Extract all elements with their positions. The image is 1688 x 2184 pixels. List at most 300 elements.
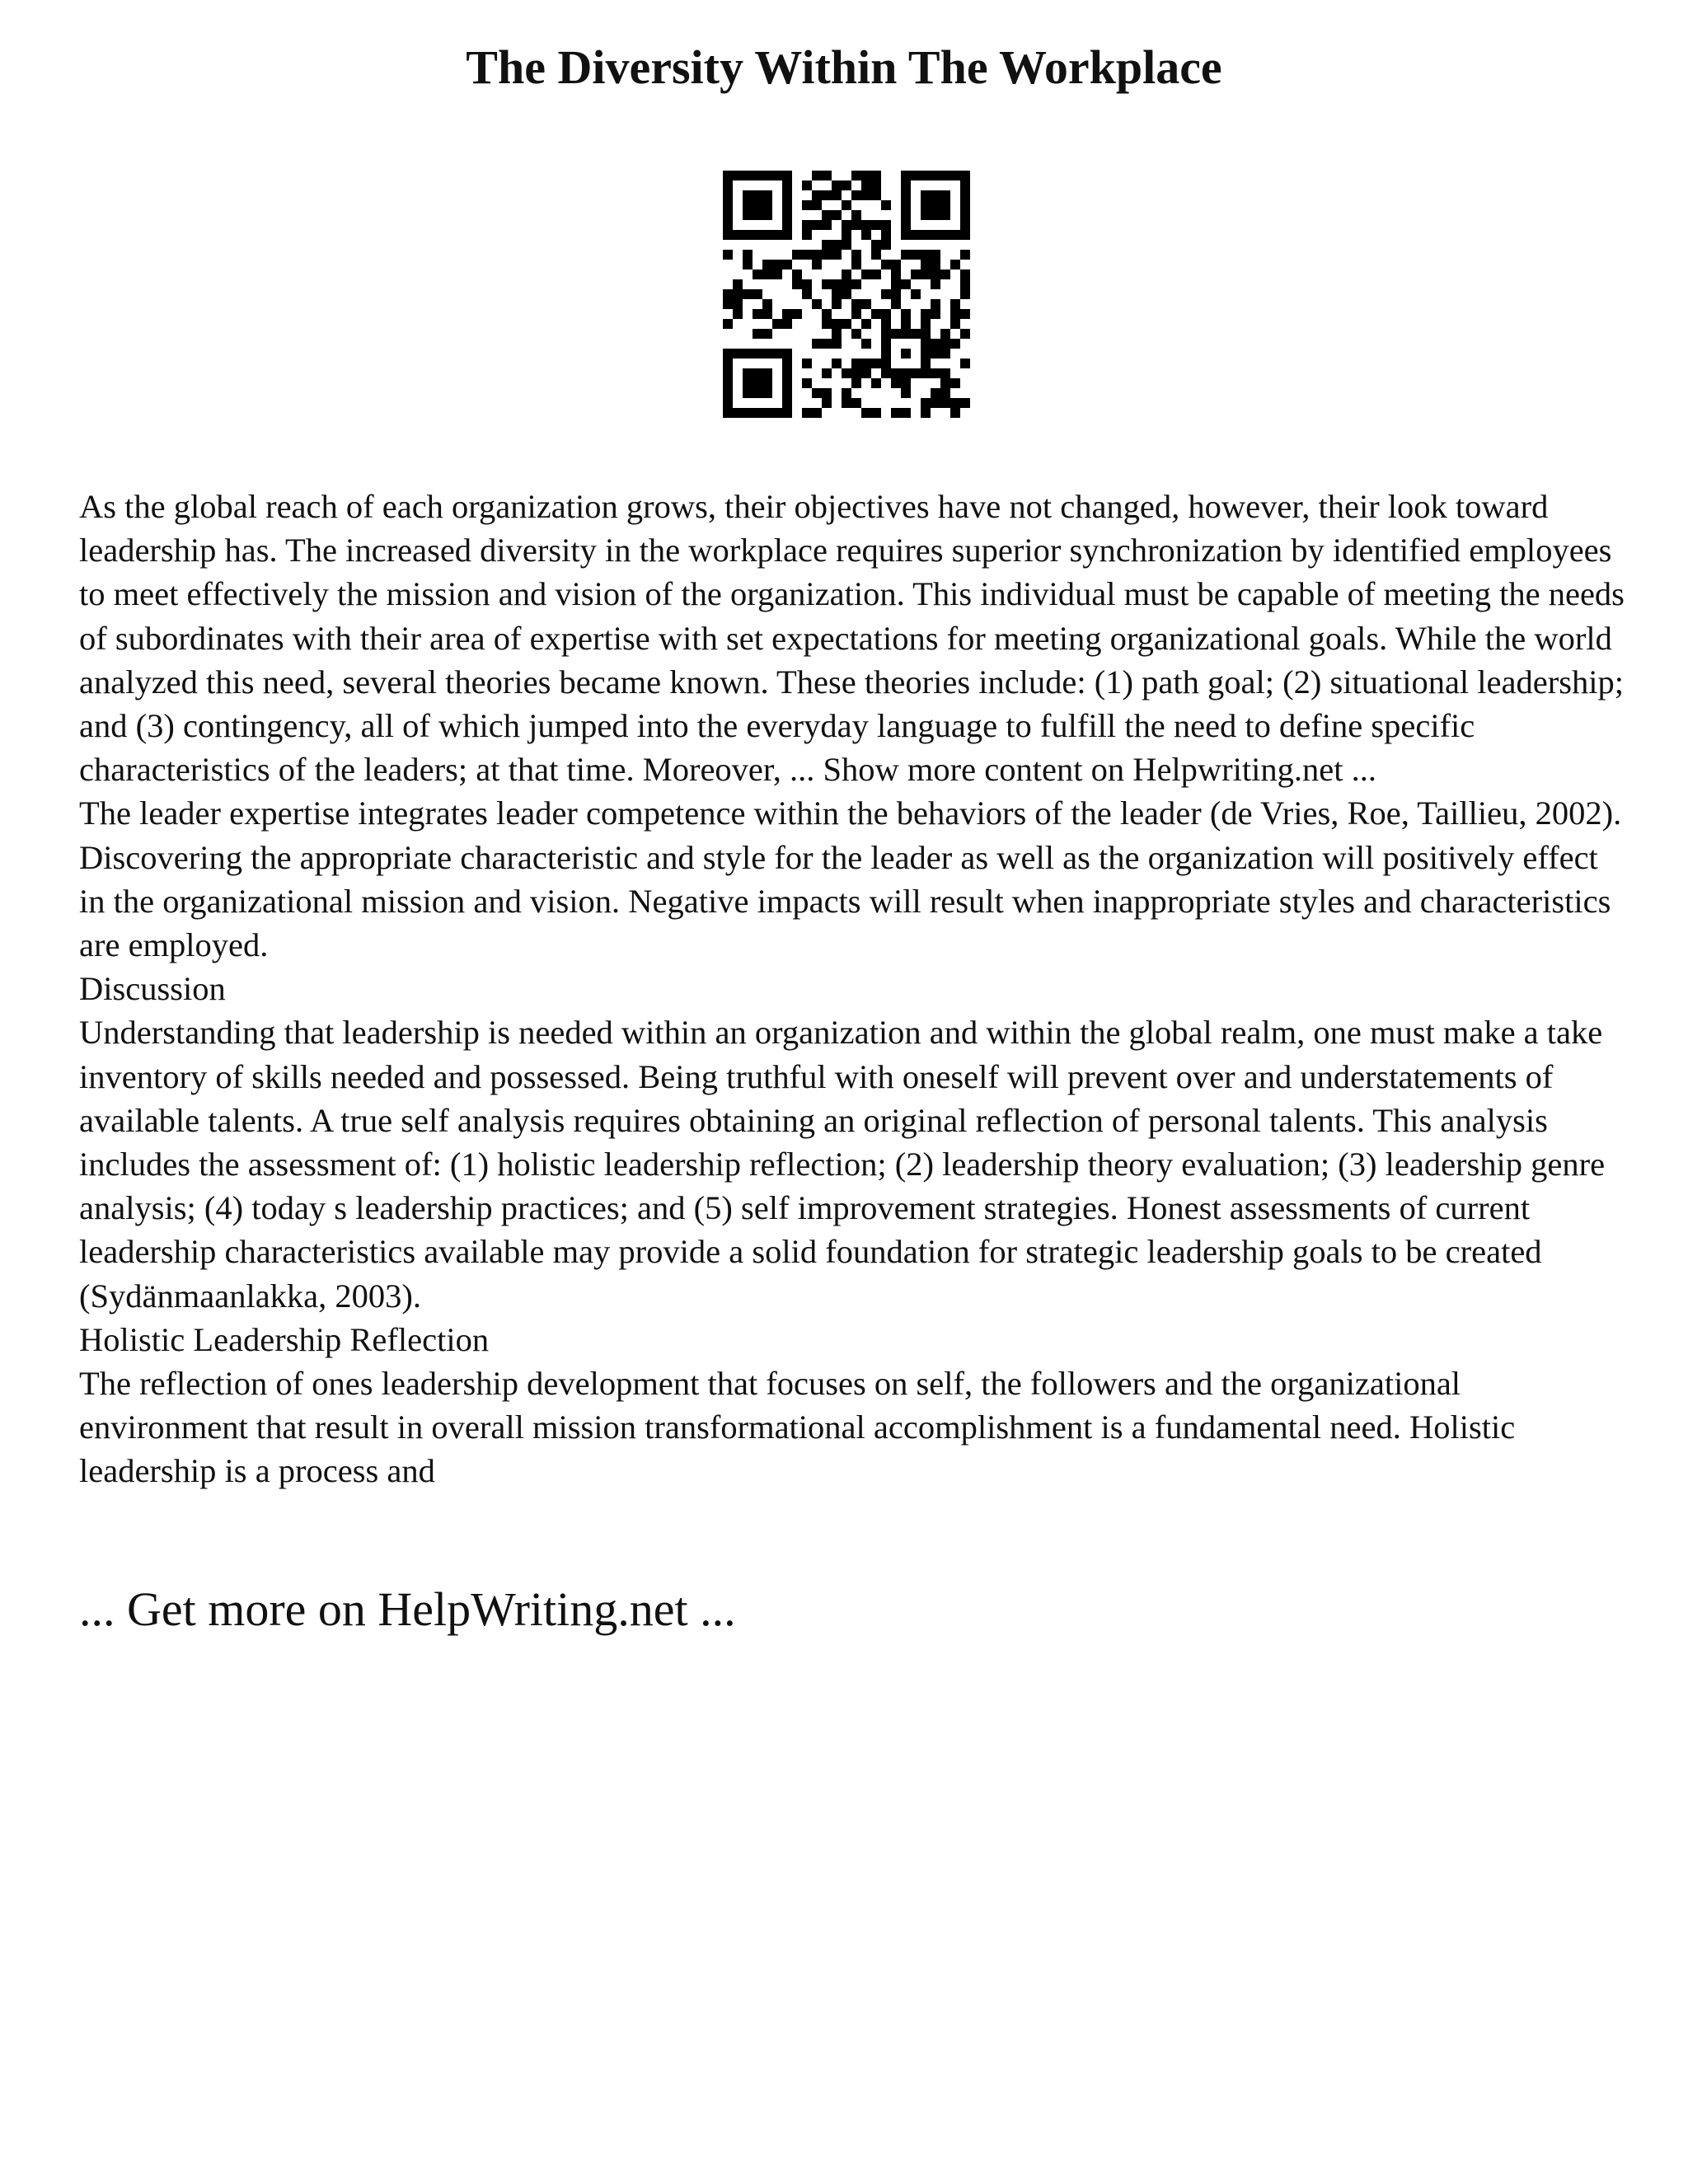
qr-module xyxy=(881,200,891,210)
qr-module xyxy=(743,260,753,269)
qr-module xyxy=(950,378,960,388)
qr-module xyxy=(931,269,940,279)
qr-module xyxy=(851,398,861,408)
qr-module xyxy=(743,408,753,418)
qr-module xyxy=(733,299,743,309)
qr-module xyxy=(762,171,772,180)
qr-module xyxy=(832,279,842,289)
qr-module xyxy=(802,289,812,299)
qr-module xyxy=(733,408,743,418)
qr-module xyxy=(812,200,822,210)
qr-module xyxy=(723,388,733,398)
qr-module xyxy=(901,171,911,180)
qr-module xyxy=(802,279,812,289)
qr-module xyxy=(772,319,782,329)
qr-module xyxy=(733,289,743,299)
qr-module xyxy=(931,388,940,398)
qr-module xyxy=(921,230,931,240)
qr-module xyxy=(832,240,842,250)
qr-module xyxy=(901,329,911,339)
qr-module xyxy=(822,220,832,230)
qr-module xyxy=(881,339,891,349)
qr-module xyxy=(782,388,792,398)
qr-module xyxy=(822,250,832,260)
qr-module xyxy=(753,210,762,220)
qr-module xyxy=(723,368,733,378)
qr-module xyxy=(782,260,792,269)
qr-module xyxy=(851,210,861,220)
qr-module xyxy=(921,210,931,220)
qr-module xyxy=(822,279,832,289)
qr-module xyxy=(861,299,871,309)
qr-module xyxy=(940,230,950,240)
qr-module xyxy=(881,220,891,230)
qr-module xyxy=(802,250,812,260)
paragraph-discussion: Understanding that leadership is needed within an organization and within the global realm, one must make a take inventory of skills needed and possessed. Being truthful with oneself will prevent over and understatements of available talents. A true self analysis requires obtaining an original reflection of personal talents. This analysis includes the assessment of: (1) holistic leadership reflection; (2) leadership theory evaluation; (3) leadership genre analysis; (4) today s leadership practices; and (5) self improvement strategies. Honest assessments of current leadership characteristics available may provide a solid foundation for strategic leadership goals to be created (Sydänmaanlakka, 2003). xyxy=(79,1014,1606,1315)
qr-module xyxy=(931,210,940,220)
qr-module xyxy=(911,230,921,240)
qr-module xyxy=(901,180,911,190)
qr-module xyxy=(861,190,871,200)
qr-module xyxy=(842,368,851,378)
qr-module xyxy=(950,319,960,329)
qr-module xyxy=(901,210,911,220)
qr-module xyxy=(851,171,861,180)
qr-module xyxy=(901,200,911,210)
qr-module xyxy=(762,260,772,269)
qr-module xyxy=(812,388,822,398)
qr-module xyxy=(842,269,851,279)
qr-module xyxy=(812,260,822,269)
qr-module xyxy=(782,171,792,180)
qr-module xyxy=(940,171,950,180)
qr-code-icon xyxy=(723,171,970,418)
qr-module xyxy=(891,408,901,418)
qr-module xyxy=(851,359,861,368)
qr-module xyxy=(762,309,772,319)
qr-module xyxy=(762,349,772,359)
qr-module xyxy=(871,180,881,190)
qr-module xyxy=(743,190,753,200)
qr-module xyxy=(901,368,911,378)
qr-module xyxy=(940,190,950,200)
qr-module xyxy=(851,190,861,200)
qr-module xyxy=(901,388,911,398)
qr-module xyxy=(921,339,931,349)
qr-module xyxy=(832,180,842,190)
qr-module xyxy=(723,230,733,240)
qr-module xyxy=(871,190,881,200)
qr-module xyxy=(921,329,931,339)
qr-module xyxy=(782,220,792,230)
qr-module xyxy=(931,200,940,210)
qr-module xyxy=(871,250,881,260)
qr-module xyxy=(901,279,911,289)
qr-module xyxy=(743,289,753,299)
qr-module xyxy=(851,250,861,260)
qr-module xyxy=(891,368,901,378)
qr-module xyxy=(871,309,881,319)
qr-module xyxy=(782,398,792,408)
qr-module xyxy=(891,299,901,309)
qr-module xyxy=(921,260,931,269)
qr-module xyxy=(931,339,940,349)
qr-module xyxy=(950,230,960,240)
qr-module xyxy=(901,349,911,359)
qr-module xyxy=(871,240,881,250)
qr-module xyxy=(960,289,970,299)
qr-module xyxy=(851,368,861,378)
qr-module xyxy=(743,388,753,398)
heading-holistic-leadership: Holistic Leadership Reflection xyxy=(79,1320,490,1358)
qr-module xyxy=(822,171,832,180)
get-more-link[interactable]: ... Get more on HelpWriting.net ... xyxy=(79,1582,736,1636)
qr-module xyxy=(753,190,762,200)
qr-module xyxy=(891,269,901,279)
qr-module xyxy=(733,309,743,319)
qr-module xyxy=(881,309,891,319)
qr-module xyxy=(881,230,891,240)
qr-module xyxy=(753,329,762,339)
qr-module xyxy=(950,408,960,418)
qr-module xyxy=(960,329,970,339)
qr-module xyxy=(753,378,762,388)
qr-module xyxy=(762,269,772,279)
qr-module xyxy=(782,190,792,200)
qr-module xyxy=(812,190,822,200)
qr-module xyxy=(921,398,931,408)
qr-module xyxy=(861,220,871,230)
qr-module xyxy=(792,279,802,289)
qr-module xyxy=(832,319,842,329)
qr-module xyxy=(921,200,931,210)
qr-module xyxy=(861,368,871,378)
qr-module xyxy=(901,250,911,260)
qr-module xyxy=(782,378,792,388)
qr-module xyxy=(782,230,792,240)
qr-module xyxy=(842,398,851,408)
qr-module xyxy=(911,329,921,339)
qr-module xyxy=(842,240,851,250)
qr-module xyxy=(861,319,871,329)
qr-module xyxy=(832,299,842,309)
qr-module xyxy=(762,408,772,418)
qr-module xyxy=(812,299,822,309)
qr-module xyxy=(842,279,851,289)
qr-module xyxy=(762,200,772,210)
qr-module xyxy=(743,171,753,180)
qr-module xyxy=(822,319,832,329)
qr-module xyxy=(762,299,772,309)
qr-module xyxy=(891,279,901,289)
qr-module xyxy=(842,220,851,230)
qr-module xyxy=(901,230,911,240)
paragraph-intro: As the global reach of each organization grows, their objectives have not changed, however, their look toward leadership has. The increased diversity in the workplace requires superior synchronization by identified employees to meet effectively the mission and vision of the organization. This individual must be capable of meeting the needs of subordinates with their area of expertise with set expectations for meeting organizational goals. While the world analyzed this need, several theories became known. These theories include: (1) path goal; (2) situational leadership; and (3) contingency, all of which jumped into the everyday language to fulfill the need to define specific characteristics of the leaders; at that time. Moreover, ... Show more content on Helpwriting.net ... xyxy=(79,488,1625,789)
qr-module xyxy=(891,260,901,269)
qr-module xyxy=(861,339,871,349)
qr-module xyxy=(743,230,753,240)
qr-module xyxy=(861,359,871,368)
qr-module xyxy=(832,359,842,368)
qr-module xyxy=(842,319,851,329)
qr-module xyxy=(822,240,832,250)
document-title: The Diversity Within The Workplace xyxy=(466,40,1222,94)
qr-module xyxy=(851,299,861,309)
qr-module xyxy=(881,240,891,250)
qr-module xyxy=(881,319,891,329)
qr-module xyxy=(851,279,861,289)
qr-module xyxy=(881,368,891,378)
qr-module xyxy=(743,368,753,378)
qr-module xyxy=(822,309,832,319)
qr-module xyxy=(832,250,842,260)
qr-module xyxy=(871,269,881,279)
qr-module xyxy=(931,279,940,289)
qr-module xyxy=(861,230,871,240)
qr-module xyxy=(842,230,851,240)
qr-module xyxy=(901,220,911,230)
qr-module xyxy=(822,210,832,220)
qr-module xyxy=(871,359,881,368)
qr-module xyxy=(802,230,812,240)
qr-module xyxy=(940,388,950,398)
qr-module xyxy=(812,220,822,230)
qr-module xyxy=(921,250,931,260)
qr-module xyxy=(723,171,733,180)
qr-module xyxy=(772,230,782,240)
qr-module xyxy=(753,368,762,378)
qr-module xyxy=(772,260,782,269)
qr-module xyxy=(861,171,871,180)
qr-module xyxy=(950,309,960,319)
qr-module xyxy=(960,230,970,240)
article-body xyxy=(79,485,1629,1493)
qr-module xyxy=(960,220,970,230)
qr-module xyxy=(901,319,911,329)
qr-module xyxy=(911,368,921,378)
qr-module xyxy=(723,250,733,260)
qr-module xyxy=(960,309,970,319)
paragraph-expertise: The leader expertise integrates leader competence within the behaviors of the leader (de Vries, Roe, Taillieu, 2002). Discovering the appropriate characteristic and style for the leader as well as the organization will positively effect in the organizational mission and vision. Negative impacts will result when inappropriate styles and characteristics are employed. xyxy=(79,794,1622,964)
qr-module xyxy=(960,398,970,408)
qr-module xyxy=(723,190,733,200)
qr-module xyxy=(753,269,762,279)
qr-module xyxy=(753,309,762,319)
qr-module xyxy=(960,250,970,260)
qr-module xyxy=(921,319,931,329)
qr-module xyxy=(723,408,733,418)
qr-module xyxy=(911,289,921,299)
qr-module xyxy=(861,269,871,279)
qr-module xyxy=(723,398,733,408)
qr-module xyxy=(921,269,931,279)
qr-module xyxy=(871,408,881,418)
qr-module xyxy=(921,408,931,418)
qr-module xyxy=(871,220,881,230)
qr-module xyxy=(881,349,891,359)
qr-module xyxy=(950,171,960,180)
qr-module xyxy=(842,289,851,299)
qr-module xyxy=(931,171,940,180)
qr-module xyxy=(940,378,950,388)
qr-module xyxy=(911,171,921,180)
qr-module xyxy=(812,171,822,180)
qr-module xyxy=(762,210,772,220)
qr-module xyxy=(960,279,970,289)
qr-module xyxy=(940,349,950,359)
qr-module xyxy=(802,408,812,418)
qr-module xyxy=(782,210,792,220)
qr-module xyxy=(772,269,782,279)
qr-module xyxy=(851,220,861,230)
qr-module xyxy=(782,200,792,210)
qr-module xyxy=(822,190,832,200)
qr-module xyxy=(940,269,950,279)
qr-module xyxy=(940,339,950,349)
qr-module xyxy=(762,368,772,378)
qr-module xyxy=(931,190,940,200)
qr-module xyxy=(743,349,753,359)
qr-module xyxy=(812,250,822,260)
qr-module xyxy=(881,359,891,368)
qr-module xyxy=(851,260,861,269)
qr-module xyxy=(842,388,851,398)
qr-module xyxy=(871,378,881,388)
qr-module xyxy=(802,378,812,388)
qr-module xyxy=(762,190,772,200)
qr-module xyxy=(851,309,861,319)
qr-module xyxy=(733,171,743,180)
qr-module xyxy=(832,210,842,220)
qr-module xyxy=(822,339,832,349)
qr-module xyxy=(822,398,832,408)
qr-module xyxy=(782,349,792,359)
qr-module xyxy=(802,220,812,230)
qr-module xyxy=(782,309,792,319)
qr-module xyxy=(950,339,960,349)
qr-module xyxy=(753,388,762,398)
qr-module xyxy=(950,299,960,309)
qr-module xyxy=(812,339,822,349)
qr-module xyxy=(772,349,782,359)
qr-module xyxy=(940,200,950,210)
qr-module xyxy=(832,339,842,349)
qr-module xyxy=(921,359,931,368)
qr-module xyxy=(782,319,792,329)
heading-discussion: Discussion xyxy=(79,970,226,1008)
qr-module xyxy=(950,398,960,408)
qr-module xyxy=(861,408,871,418)
qr-module xyxy=(931,368,940,378)
qr-module xyxy=(762,388,772,398)
qr-module xyxy=(931,230,940,240)
qr-module xyxy=(960,210,970,220)
qr-module xyxy=(753,171,762,180)
qr-module xyxy=(931,250,940,260)
qr-module xyxy=(772,408,782,418)
qr-module xyxy=(960,269,970,279)
qr-module xyxy=(881,289,891,299)
paragraph-holistic: The reflection of ones leadership development that focuses on self, the followers and the organizational environment that result in overall mission transformational accomplishment is a fundamental need. Holistic leadership is a process and xyxy=(79,1365,1516,1490)
qr-module xyxy=(901,408,911,418)
qr-module xyxy=(723,180,733,190)
qr-module xyxy=(792,269,802,279)
qr-module xyxy=(832,329,842,339)
qr-module xyxy=(743,200,753,210)
qr-module xyxy=(832,190,842,200)
qr-module xyxy=(802,359,812,368)
qr-module xyxy=(931,299,940,309)
qr-module xyxy=(842,180,851,190)
qr-module xyxy=(723,210,733,220)
qr-module xyxy=(733,349,743,359)
qr-module xyxy=(901,190,911,200)
qr-module xyxy=(762,378,772,388)
qr-module xyxy=(723,349,733,359)
qr-module xyxy=(802,180,812,190)
qr-module xyxy=(940,398,950,408)
qr-module xyxy=(931,309,940,319)
qr-module xyxy=(931,398,940,408)
qr-module xyxy=(753,408,762,418)
qr-module xyxy=(812,408,822,418)
qr-module xyxy=(723,319,733,329)
qr-module xyxy=(911,250,921,260)
qr-module xyxy=(723,200,733,210)
qr-module xyxy=(782,180,792,190)
qr-module xyxy=(723,289,733,299)
qr-module xyxy=(921,368,931,378)
qr-module xyxy=(723,359,733,368)
qr-module xyxy=(743,250,753,260)
qr-module xyxy=(960,359,970,368)
qr-module xyxy=(822,368,832,378)
qr-module xyxy=(960,190,970,200)
qr-module xyxy=(723,220,733,230)
qr-module xyxy=(762,230,772,240)
qr-module xyxy=(891,289,901,299)
qr-module xyxy=(901,378,911,388)
qr-module xyxy=(940,210,950,220)
qr-module xyxy=(940,329,950,339)
qr-module xyxy=(891,378,901,388)
qr-module xyxy=(881,329,891,339)
qr-module xyxy=(861,180,871,190)
qr-module xyxy=(753,200,762,210)
qr-module xyxy=(851,378,861,388)
qr-module xyxy=(911,269,921,279)
qr-module xyxy=(772,171,782,180)
qr-module xyxy=(743,210,753,220)
qr-module xyxy=(822,388,832,398)
qr-module xyxy=(901,309,911,319)
qr-module xyxy=(792,309,802,319)
qr-module xyxy=(762,329,772,339)
qr-module xyxy=(733,230,743,240)
qr-module xyxy=(753,230,762,240)
qr-module xyxy=(921,171,931,180)
qr-module xyxy=(832,289,842,299)
qr-module xyxy=(940,368,950,378)
qr-module xyxy=(871,171,881,180)
qr-module xyxy=(753,289,762,299)
qr-module xyxy=(851,329,861,339)
qr-module xyxy=(842,200,851,210)
qr-module xyxy=(733,279,743,289)
qr-module xyxy=(782,408,792,418)
qr-module xyxy=(802,200,812,210)
qr-module xyxy=(960,200,970,210)
